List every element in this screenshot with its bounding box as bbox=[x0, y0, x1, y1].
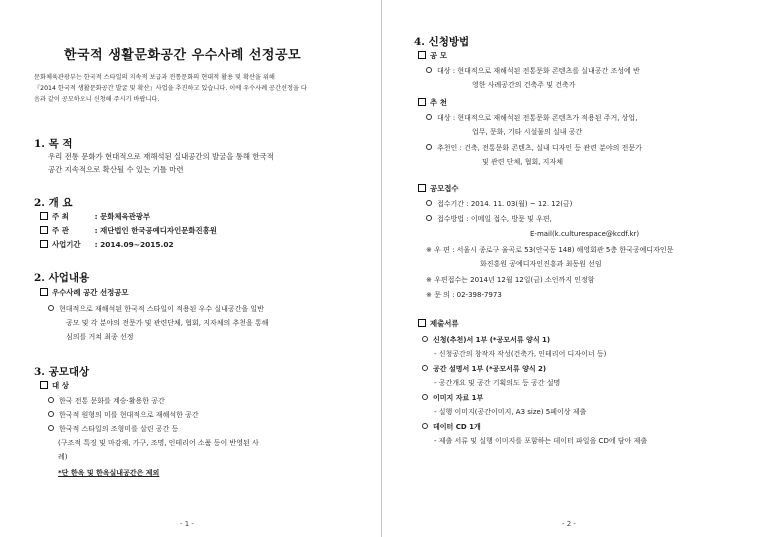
circle-bullet-icon bbox=[422, 394, 428, 400]
circle-bullet-icon bbox=[426, 67, 432, 73]
intro-line-1: 문화체육관광부는 한국적 스타일의 지속적 보급과 전통문화의 현대적 활용 및 확산을 위해 bbox=[34, 74, 275, 81]
circle-bullet-icon bbox=[422, 365, 428, 371]
target-detail-line-2: 례) bbox=[58, 453, 68, 461]
document-item-2-title: 공간 설명서 1부 (*공모서류 양식 2) bbox=[422, 364, 546, 376]
section-overview-heading: 2. 개 요 bbox=[34, 197, 73, 209]
purpose-line-2: 공간 지속적으로 확산될 수 있는 기틀 마련 bbox=[48, 165, 184, 174]
document-item-4-title: 데이터 CD 1개 bbox=[422, 422, 481, 434]
checkbox-square-icon bbox=[40, 212, 48, 220]
circle-bullet-icon bbox=[48, 305, 54, 311]
checkbox-square-icon bbox=[40, 226, 48, 234]
content-line-1: 현대적으로 재해석된 한국적 스타일이 적용된 우수 실내공간을 일반 bbox=[48, 304, 264, 316]
submission-post-line-1: ※ 우 편 : 서울시 종로구 율곡로 53(안국동 148) 해영회관 5층 한국공예디자인문 bbox=[426, 246, 674, 254]
content-subheading: 우수사례 공간 선정공모 bbox=[40, 287, 129, 300]
submission-contact: ※ 문 의 : 02-398-7973 bbox=[426, 291, 502, 299]
document-item-3-desc: - 실행 이미지(공간이미지, A3 size) 5페이상 제출 bbox=[434, 408, 587, 416]
checkbox-square-icon bbox=[418, 51, 426, 59]
checkbox-square-icon bbox=[40, 381, 48, 389]
public-contest-line-2: 영한 사례공간의 건축주 및 건축가 bbox=[472, 81, 576, 89]
document-item-2-desc: - 공간개요 및 공간 기획의도 등 공간 설명 bbox=[434, 379, 561, 387]
page-number: - 1 - bbox=[180, 520, 194, 528]
section-purpose-heading: 1. 목 적 bbox=[34, 138, 73, 150]
recommender-line-1: 추천인 : 건축, 전통문화 콘텐츠, 실내 디자인 등 관련 분야의 전문가 bbox=[426, 143, 642, 155]
page-number: - 2 - bbox=[562, 520, 576, 528]
recommendation-target-line-2: 업무, 문화, 기타 시설물의 실내 공간 bbox=[472, 128, 583, 136]
document-title: 한국적 생활문화공간 우수사례 선정공모 bbox=[64, 48, 302, 63]
recommendation-target-line-1: 대상 : 현대적으로 재해석된 전통문화 콘텐츠가 적용된 주거, 상업, bbox=[426, 113, 637, 125]
checkbox-square-icon bbox=[418, 184, 426, 192]
content-line-2: 공모 및 각 분야의 전문가 및 관련단체, 협회, 지자체의 추천을 통해 bbox=[66, 319, 269, 327]
recommendation-subheading: 추 천 bbox=[418, 97, 447, 110]
submission-email: E-mail(k.culturespace@kcdf.kr) bbox=[530, 230, 640, 238]
submission-subheading: 공모접수 bbox=[418, 183, 459, 196]
target-item-1: 한국 전통 문화를 계승·활용한 공간 bbox=[48, 396, 165, 408]
intro-line-2: 『2014 한국적 생활문화공간 발굴 및 확산』사업을 추진하고 있습니다. 이에 우수사례 공간선정을 다 bbox=[34, 85, 307, 92]
submission-post-line-2: 화진흥원 공예디자인진흥과 최동원 선임 bbox=[480, 260, 602, 268]
recommender-line-2: 및 관련 단체, 협회, 지자체 bbox=[482, 158, 563, 166]
circle-bullet-icon bbox=[48, 425, 54, 431]
circle-bullet-icon bbox=[422, 423, 428, 429]
circle-bullet-icon bbox=[426, 215, 432, 221]
overview-item-period: 사업기간 : 2014.09~2015.02 bbox=[40, 239, 174, 252]
document-page-2 bbox=[382, 0, 764, 537]
public-contest-line-1: 대상 : 현대적으로 재해석된 전통문화 콘텐츠를 실내공간 조성에 반 bbox=[426, 66, 640, 78]
section-application-heading: 4. 신청방법 bbox=[414, 36, 470, 48]
target-item-2: 한국적 원형의 미를 현대적으로 재해석한 공간 bbox=[48, 410, 199, 422]
section-content-heading: 2. 사업내용 bbox=[34, 272, 90, 284]
document-item-1-desc: - 신청공간의 창작자 작성(건축가, 인테리어 디자이너 등) bbox=[434, 350, 607, 358]
submission-period: 접수기간 : 2014. 11. 03(월) ~ 12. 12(금) bbox=[426, 199, 572, 211]
public-contest-subheading: 공 모 bbox=[418, 50, 447, 63]
checkbox-square-icon bbox=[40, 240, 48, 248]
overview-item-host: 주 최 : 문화체육관광부 bbox=[40, 211, 150, 224]
checkbox-square-icon bbox=[418, 319, 426, 327]
circle-bullet-icon bbox=[422, 336, 428, 342]
content-line-3: 심의를 거쳐 최종 선정 bbox=[66, 333, 134, 341]
purpose-line-1: 우리 전통 문화가 현대적으로 재해석된 실내공간의 발굴을 통해 한국적 bbox=[48, 152, 274, 161]
circle-bullet-icon bbox=[48, 397, 54, 403]
target-subheading: 대 상 bbox=[40, 380, 69, 393]
document-item-1-title: 신청(추천)서 1부 (*공모서류 양식 1) bbox=[422, 335, 550, 347]
document-item-3-title: 이미지 자료 1부 bbox=[422, 393, 483, 405]
section-target-heading: 3. 공모대상 bbox=[34, 366, 90, 378]
target-item-3: 한국적 스타일의 조형미를 살린 공간 등 bbox=[48, 424, 178, 436]
circle-bullet-icon bbox=[426, 114, 432, 120]
target-exclusion-note: *단 한옥 및 한옥실내공간은 제외 bbox=[58, 469, 160, 477]
overview-item-organizer: 주 관 : 재단법인 한국공예디자인문화진흥원 bbox=[40, 225, 217, 238]
circle-bullet-icon bbox=[426, 200, 432, 206]
checkbox-square-icon bbox=[418, 98, 426, 106]
submission-method: 접수방법 : 이메일 접수, 방문 및 우편, bbox=[426, 214, 552, 226]
circle-bullet-icon bbox=[48, 411, 54, 417]
target-detail-line-1: (구조적 특징 및 마감재, 가구, 조명, 인테리어 소품 등이 반영된 사 bbox=[58, 439, 259, 447]
intro-line-3: 음과 같이 공모하오니 신청해 주시기 바랍니다. bbox=[34, 96, 160, 103]
documents-subheading: 제출서류 bbox=[418, 318, 459, 331]
document-item-4-desc: - 제출 서류 및 실행 이미지를 포함하는 데이터 파일을 CD에 담아 제출 bbox=[434, 437, 648, 445]
circle-bullet-icon bbox=[426, 144, 432, 150]
submission-postmark-note: ※ 우편접수는 2014년 12월 12일(금) 소인까지 인정함 bbox=[426, 276, 595, 284]
checkbox-square-icon bbox=[40, 288, 48, 296]
